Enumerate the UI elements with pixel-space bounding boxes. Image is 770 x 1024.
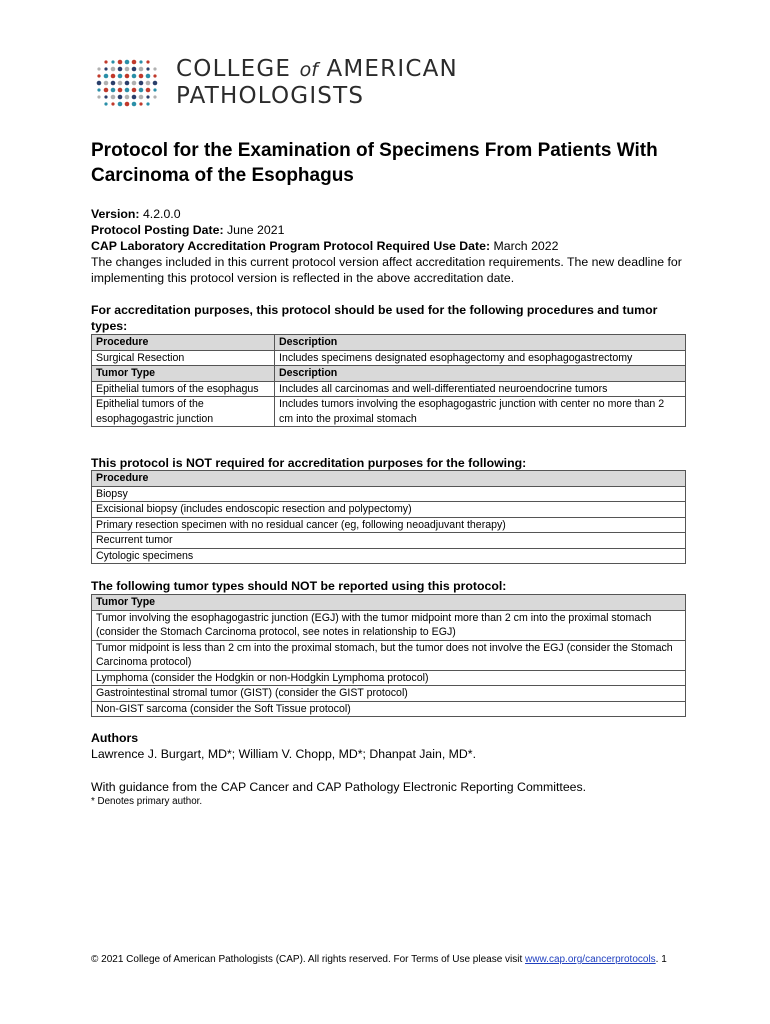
logo-dot (125, 66, 130, 71)
table-row (92, 366, 686, 382)
logo-dot (153, 80, 158, 85)
procedure-cell: Biopsy (92, 486, 686, 502)
logo-dot (104, 67, 107, 70)
logo-dot (111, 73, 116, 78)
table-row (92, 502, 686, 518)
tumor-desc-cell: Includes tumors involving the esophagogastric junction with center no more than 2 cm into the proximal stomach (275, 397, 686, 427)
not-required-heading: This protocol is NOT required for accreditation purposes for the following: (91, 456, 527, 470)
logo-dot (118, 66, 123, 71)
logo-dot (125, 87, 130, 92)
logo-dot (146, 80, 151, 85)
logo-dot (146, 60, 149, 63)
table-row (92, 533, 686, 549)
logo-dot (111, 80, 116, 85)
logo-dot (146, 67, 149, 70)
logo-dot (97, 80, 102, 85)
logo-dot (132, 94, 137, 99)
not-reported-heading: The following tumor types should NOT be reported using this protocol: (91, 579, 507, 593)
logo-line-2: PATHOLOGISTS (176, 83, 365, 109)
posting-value: June 2021 (226, 223, 285, 237)
logo-dot (125, 101, 130, 106)
posting-label: Protocol Posting Date: (91, 223, 224, 237)
logo-dot (104, 73, 109, 78)
logo-dot (111, 87, 116, 92)
logo-dot (153, 88, 156, 91)
procedure-desc-cell: Includes specimens designated esophagectomy and esophagogastrectomy (275, 350, 686, 366)
logo-word-of: of (299, 59, 318, 81)
document-title: Protocol for the Examination of Specimens From Patients With Carcinoma of the Esophagus (91, 140, 658, 186)
logo-dot (132, 59, 137, 64)
table-row (92, 517, 686, 533)
logo-dot (146, 73, 151, 78)
logo-word-american: AMERICAN (326, 56, 458, 82)
changes-note: The changes included in this current protocol version affect accreditation requirements. The new deadline for implementing this protocol version is reflected in the above accreditation date. (91, 255, 682, 285)
logo-dot (111, 60, 114, 63)
logo-dot (125, 59, 130, 64)
required-line (91, 238, 691, 254)
table-row (92, 548, 686, 564)
logo-dot (146, 87, 151, 92)
table-row (92, 610, 686, 640)
table-row (92, 381, 686, 397)
logo-dot (118, 87, 123, 92)
logo-dot (118, 59, 123, 64)
logo-dot (139, 66, 144, 71)
logo-dot (132, 66, 137, 71)
posting-line (91, 222, 691, 238)
logo-dot (104, 102, 107, 105)
logo-dot (139, 73, 144, 78)
tumor-type-cell: Epithelial tumors of the esophagus (92, 381, 275, 397)
procedure-header: Procedure (92, 335, 275, 351)
page-footer (91, 954, 667, 965)
accreditation-heading: For accreditation purposes, this protocol should be used for the following procedures and tumor types: (91, 303, 658, 333)
accreditation-table (91, 334, 686, 427)
table-row (92, 640, 686, 670)
logo-dot (146, 95, 149, 98)
logo-dot (111, 102, 114, 105)
tumor-desc-cell: Includes all carcinomas and well-differentiated neuroendocrine tumors (275, 381, 686, 397)
logo-dot (139, 87, 144, 92)
procedure-cell: Excisional biopsy (includes endoscopic resection and polypectomy) (92, 502, 686, 518)
not-reported-table (91, 594, 686, 717)
table-row (92, 471, 686, 487)
logo-dot (132, 80, 137, 85)
table-row (92, 397, 686, 427)
logo-dot (118, 101, 123, 106)
cancer-protocols-link[interactable]: www.cap.org/cancerprotocols (525, 954, 656, 965)
logo-dot (97, 88, 100, 91)
procedure-cell: Cytologic specimens (92, 548, 686, 564)
tumor-type-cell: Lymphoma (consider the Hodgkin or non-Hodgkin Lymphoma protocol) (92, 670, 686, 686)
authors-names: Lawrence J. Burgart, MD*; William V. Chopp, MD*; Dhanpat Jain, MD*. (91, 747, 476, 761)
procedure-header: Procedure (92, 471, 686, 487)
logo-dot (97, 74, 100, 77)
logo-dot (139, 94, 144, 99)
guidance-note: With guidance from the CAP Cancer and CAP Pathology Electronic Reporting Committees. (91, 780, 587, 794)
version-line (91, 206, 691, 222)
logo-dot (111, 66, 116, 71)
logo-dot (125, 73, 130, 78)
procedure-cell: Surgical Resection (92, 350, 275, 366)
authors-heading: Authors (91, 731, 139, 745)
cap-dot-grid-logo-icon (94, 57, 160, 109)
table-row (92, 686, 686, 702)
primary-author-note: * Denotes primary author. (91, 796, 203, 807)
table-row (92, 350, 686, 366)
logo-dot (118, 94, 123, 99)
logo-dot (139, 102, 142, 105)
logo-dot (97, 67, 100, 70)
page-number: . 1 (655, 954, 667, 965)
procedure-cell: Primary resection specimen with no residual cancer (eg, following neoadjuvant therapy) (92, 517, 686, 533)
tumor-desc-header: Description (275, 366, 686, 382)
tumor-type-cell: Gastrointestinal stromal tumor (GIST) (consider the GIST protocol) (92, 686, 686, 702)
logo-dot (139, 80, 144, 85)
logo-dot (132, 101, 137, 106)
logo-dot (111, 94, 116, 99)
logo-dot (104, 95, 107, 98)
tumor-type-cell: Non-GIST sarcoma (consider the Soft Tissue protocol) (92, 701, 686, 717)
logo-word-college: COLLEGE (176, 56, 292, 82)
logo-line-1 (176, 56, 458, 83)
table-row (92, 335, 686, 351)
footer-copyright: © 2021 College of American Pathologists (CAP). All rights reserved. For Terms of Use please visit (91, 954, 523, 965)
table-row (92, 670, 686, 686)
required-label: CAP Laboratory Accreditation Program Protocol Required Use Date: (91, 239, 491, 253)
logo-dot (132, 73, 137, 78)
logo-dot (153, 67, 156, 70)
tumor-type-cell: Tumor involving the esophagogastric junction (EGJ) with the tumor midpoint more than 2 cm into the proximal stomach (consider the Stomach Carcinoma protocol, see notes in relationship to EGJ) (92, 610, 686, 640)
logo-dot (97, 95, 100, 98)
version-label: Version: (91, 207, 140, 221)
not-required-table (91, 470, 686, 564)
version-value: 4.2.0.0 (142, 207, 181, 221)
table-row (92, 595, 686, 611)
cap-logo (94, 56, 458, 109)
table-row (92, 486, 686, 502)
tumor-type-header: Tumor Type (92, 366, 275, 382)
protocol-meta (91, 206, 691, 286)
tumor-type-header: Tumor Type (92, 595, 686, 611)
logo-dot (104, 87, 109, 92)
logo-dot (153, 74, 156, 77)
table-row (92, 701, 686, 717)
logo-dot (132, 87, 137, 92)
required-value: March 2022 (493, 239, 559, 253)
procedure-cell: Recurrent tumor (92, 533, 686, 549)
tumor-type-cell: Tumor midpoint is less than 2 cm into the proximal stomach, but the tumor does not involve the EGJ (consider the Stomach Carcinoma protocol) (92, 640, 686, 670)
logo-dot (104, 80, 109, 85)
description-header: Description (275, 335, 686, 351)
logo-dot (125, 94, 130, 99)
logo-dot (118, 73, 123, 78)
cap-logo-text (176, 56, 458, 109)
logo-dot (139, 60, 142, 63)
tumor-type-cell: Epithelial tumors of the esophagogastric junction (92, 397, 275, 427)
logo-dot (125, 80, 130, 85)
logo-dot (104, 60, 107, 63)
logo-dot (118, 80, 123, 85)
logo-dot (153, 95, 156, 98)
logo-dot (146, 102, 149, 105)
